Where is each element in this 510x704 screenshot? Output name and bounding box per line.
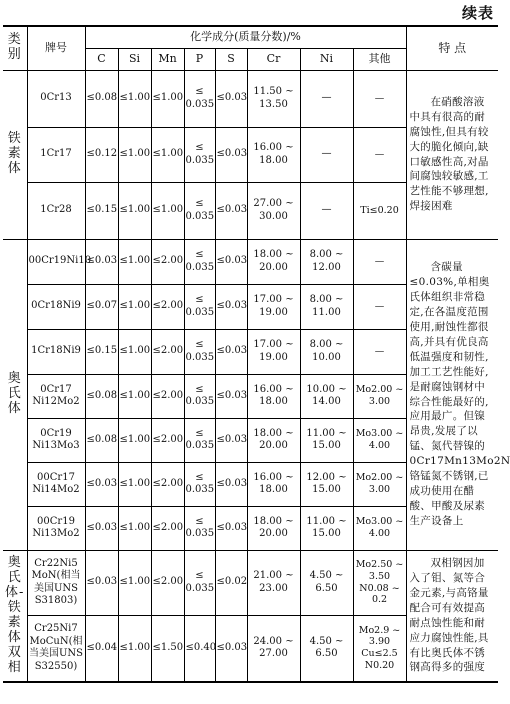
si-cell: ≤1.00 xyxy=(118,550,151,615)
cr-cell: 17.00 ~ 19.00 xyxy=(247,284,300,329)
ni-cell: — xyxy=(300,70,353,127)
header-composition: 化学成分(质量分数)/% xyxy=(85,26,406,48)
grade-cell: 00Cr19 Ni13Mo2 xyxy=(27,506,85,550)
p-cell: ≤ 0.035 xyxy=(184,506,215,550)
header-si: Si xyxy=(118,48,151,70)
grade-cell: 0Cr17 Ni12Mo2 xyxy=(27,374,85,418)
si-cell: ≤1.00 xyxy=(118,182,151,239)
p-cell: ≤0.40 xyxy=(184,615,215,682)
s-cell: ≤0.03 xyxy=(215,329,247,374)
grade-cell: 1Cr18Ni9 xyxy=(27,329,85,374)
c-cell: ≤0.08 xyxy=(85,418,118,462)
header-s: S xyxy=(215,48,247,70)
features-text: 含碳量≤0.03%,单相奥氏体组织非常稳定,在各温度范围使用,耐蚀性都很高,并具有优良高低温强度和韧性,加工工艺性能好,是耐腐蚀钢材中综合性能最好的,应用最广。但镍昂贵,发展了以锰、氮代替镍的0Cr17Mn13Mo2N铬锰氮不锈钢,已成功使用在醋酸、甲酸及尿素生产设备上 xyxy=(409,261,510,527)
p-cell: ≤ 0.035 xyxy=(184,329,215,374)
p-cell: ≤ 0.035 xyxy=(184,127,215,182)
header-other: 其他 xyxy=(353,48,406,70)
grade-cell: 0Cr13 xyxy=(27,70,85,127)
cr-cell: 18.00 ~ 20.00 xyxy=(247,418,300,462)
grade-cell: 0Cr19 Ni13Mo3 xyxy=(27,418,85,462)
mn-cell: ≤2.00 xyxy=(151,462,184,506)
header-c: C xyxy=(85,48,118,70)
s-cell: ≤0.03 xyxy=(215,182,247,239)
stainless-steel-composition-table xyxy=(3,25,510,683)
ni-cell: 11.00 ~ 15.00 xyxy=(300,418,353,462)
s-cell: ≤0.03 xyxy=(215,127,247,182)
category-cell: 奥氏体 xyxy=(3,239,27,550)
ni-cell: — xyxy=(300,127,353,182)
s-cell: ≤0.02 xyxy=(215,550,247,615)
ni-cell: 8.00 ~ 11.00 xyxy=(300,284,353,329)
c-cell: ≤0.08 xyxy=(85,70,118,127)
category-cell: 铁素体 xyxy=(3,70,27,239)
s-cell: ≤0.03 xyxy=(215,374,247,418)
other-cell: — xyxy=(353,239,406,284)
features-text: 双相钢因加入了钼、氮等合金元素,与高铬量配合可有效提高耐点蚀性能和耐应力腐蚀性能,具有比奥氏体不锈钢高得多的强度 xyxy=(409,557,489,674)
ni-cell: 8.00 ~ 12.00 xyxy=(300,239,353,284)
ni-cell: 4.50 ~ 6.50 xyxy=(300,615,353,682)
si-cell: ≤1.00 xyxy=(118,615,151,682)
ni-cell: 12.00 ~ 15.00 xyxy=(300,462,353,506)
s-cell: ≤0.03 xyxy=(215,239,247,284)
continued-title: 续表 xyxy=(461,4,494,22)
mn-cell: ≤2.00 xyxy=(151,239,184,284)
features-cell xyxy=(406,239,510,550)
table-row xyxy=(3,70,498,127)
mn-cell: ≤2.00 xyxy=(151,506,184,550)
c-cell: ≤0.03 xyxy=(85,550,118,615)
grade-cell: 1Cr17 xyxy=(27,127,85,182)
c-cell: ≤0.15 xyxy=(85,182,118,239)
table-row xyxy=(3,239,498,284)
other-cell: Mo2.00 ~ 3.00 xyxy=(353,462,406,506)
header-grade: 牌号 xyxy=(27,26,85,70)
table-row xyxy=(3,550,498,615)
c-cell: ≤0.03 xyxy=(85,239,118,284)
p-cell: ≤ 0.035 xyxy=(184,239,215,284)
other-cell: — xyxy=(353,127,406,182)
c-cell: ≤0.03 xyxy=(85,506,118,550)
ni-cell: 11.00 ~ 15.00 xyxy=(300,506,353,550)
other-cell: Mo3.00 ~ 4.00 xyxy=(353,418,406,462)
s-cell: ≤0.03 xyxy=(215,70,247,127)
s-cell: ≤0.03 xyxy=(215,615,247,682)
c-cell: ≤0.15 xyxy=(85,329,118,374)
mn-cell: ≤2.00 xyxy=(151,550,184,615)
mn-cell: ≤1.50 xyxy=(151,615,184,682)
header-features: 特 点 xyxy=(406,26,498,70)
other-cell: Mo3.00 ~ 4.00 xyxy=(353,506,406,550)
cr-cell: 21.00 ~ 23.00 xyxy=(247,550,300,615)
si-cell: ≤1.00 xyxy=(118,127,151,182)
p-cell: ≤ 0.035 xyxy=(184,462,215,506)
other-cell: Mo2.00 ~ 3.00 xyxy=(353,374,406,418)
header-ni: Ni xyxy=(300,48,353,70)
s-cell: ≤0.03 xyxy=(215,284,247,329)
mn-cell: ≤1.00 xyxy=(151,70,184,127)
other-cell: Ti≤0.20 xyxy=(353,182,406,239)
cr-cell: 11.50 ~ 13.50 xyxy=(247,70,300,127)
si-cell: ≤1.00 xyxy=(118,418,151,462)
features-cell xyxy=(406,550,498,682)
header-cr: Cr xyxy=(247,48,300,70)
grade-cell: Cr25Ni7 MoCuN(相 当美国UNS S32550) xyxy=(27,615,85,682)
si-cell: ≤1.00 xyxy=(118,284,151,329)
cr-cell: 18.00 ~ 20.00 xyxy=(247,239,300,284)
header-p: P xyxy=(184,48,215,70)
table-body xyxy=(3,70,510,682)
s-cell: ≤0.03 xyxy=(215,506,247,550)
c-cell: ≤0.03 xyxy=(85,462,118,506)
other-cell: — xyxy=(353,329,406,374)
grade-cell: 00Cr17 Ni14Mo2 xyxy=(27,462,85,506)
grade-cell: Cr22Ni5 MoN(相当 美国UNS S31803) xyxy=(27,550,85,615)
ni-cell: 10.00 ~ 14.00 xyxy=(300,374,353,418)
cr-cell: 27.00 ~ 30.00 xyxy=(247,182,300,239)
other-cell: Mo2.50 ~ 3.50 N0.08 ~ 0.2 xyxy=(353,550,406,615)
cr-cell: 16.00 ~ 18.00 xyxy=(247,374,300,418)
cr-cell: 17.00 ~ 19.00 xyxy=(247,329,300,374)
p-cell: ≤ 0.035 xyxy=(184,550,215,615)
mn-cell: ≤2.00 xyxy=(151,329,184,374)
features-text: 在硝酸溶液中具有很高的耐腐蚀性,但具有较大的脆化倾向,缺口敏感性高,对晶间腐蚀较敏感,工艺性能不够理想,焊接困难 xyxy=(409,95,489,213)
category-cell: 奥氏体-铁素体双相 xyxy=(3,550,27,682)
p-cell: ≤ 0.035 xyxy=(184,418,215,462)
si-cell: ≤1.00 xyxy=(118,239,151,284)
cr-cell: 16.00 ~ 18.00 xyxy=(247,127,300,182)
c-cell: ≤0.07 xyxy=(85,284,118,329)
grade-cell: 00Cr19Ni10 xyxy=(27,239,85,284)
other-cell: — xyxy=(353,70,406,127)
c-cell: ≤0.08 xyxy=(85,374,118,418)
p-cell: ≤ 0.035 xyxy=(184,70,215,127)
ni-cell: — xyxy=(300,182,353,239)
mn-cell: ≤2.00 xyxy=(151,374,184,418)
si-cell: ≤1.00 xyxy=(118,70,151,127)
ni-cell: 4.50 ~ 6.50 xyxy=(300,550,353,615)
c-cell: ≤0.12 xyxy=(85,127,118,182)
c-cell: ≤0.04 xyxy=(85,615,118,682)
other-cell: — xyxy=(353,284,406,329)
p-cell: ≤ 0.035 xyxy=(184,182,215,239)
header-category: 类别 xyxy=(3,26,27,70)
features-cell xyxy=(406,70,498,239)
cr-cell: 18.00 ~ 20.00 xyxy=(247,506,300,550)
s-cell: ≤0.03 xyxy=(215,418,247,462)
p-cell: ≤ 0.035 xyxy=(184,284,215,329)
cr-cell: 16.00 ~ 18.00 xyxy=(247,462,300,506)
header-mn: Mn xyxy=(151,48,184,70)
ni-cell: 8.00 ~ 10.00 xyxy=(300,329,353,374)
cr-cell: 24.00 ~ 27.00 xyxy=(247,615,300,682)
mn-cell: ≤1.00 xyxy=(151,127,184,182)
si-cell: ≤1.00 xyxy=(118,329,151,374)
s-cell: ≤0.03 xyxy=(215,462,247,506)
p-cell: ≤ 0.035 xyxy=(184,374,215,418)
si-cell: ≤1.00 xyxy=(118,462,151,506)
mn-cell: ≤2.00 xyxy=(151,284,184,329)
grade-cell: 0Cr18Ni9 xyxy=(27,284,85,329)
grade-cell: 1Cr28 xyxy=(27,182,85,239)
mn-cell: ≤1.00 xyxy=(151,182,184,239)
si-cell: ≤1.00 xyxy=(118,506,151,550)
mn-cell: ≤2.00 xyxy=(151,418,184,462)
si-cell: ≤1.00 xyxy=(118,374,151,418)
other-cell: Mo2.9 ~ 3.90 Cu≤2.5 N0.20 xyxy=(353,615,406,682)
